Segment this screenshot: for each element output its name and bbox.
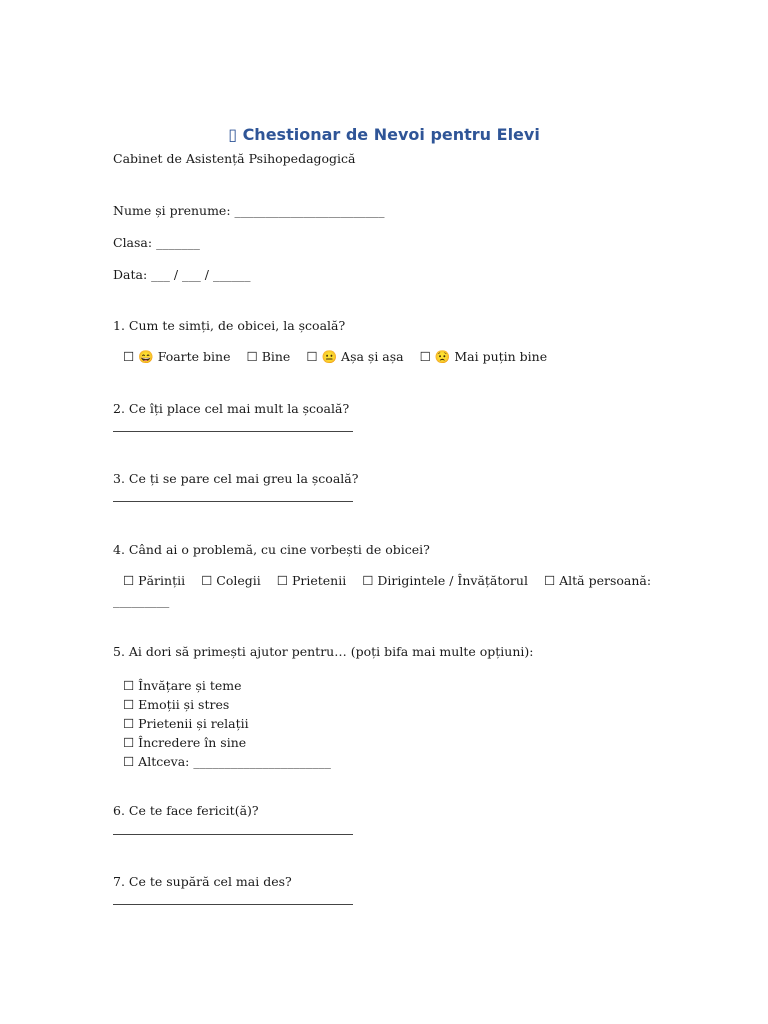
question-5-options [123, 676, 331, 771]
question-7: 7. Ce te supără cel mai des? [113, 874, 292, 889]
option-friends[interactable]: ☐ Prietenii [276, 573, 347, 588]
option-parents[interactable]: ☐ Părinții [123, 573, 186, 588]
question-2: 2. Ce îți place cel mai mult la școală? [113, 401, 350, 416]
question-4: 4. Când ai o problemă, cu cine vorbești de obicei? [113, 542, 430, 557]
class-field[interactable]: Clasa: _______ [113, 235, 200, 250]
question-6: 6. Ce te face fericit(ă)? [113, 803, 259, 818]
option-emotions[interactable]: ☐ Emoții și stres [123, 697, 230, 712]
answer-line-7[interactable] [113, 904, 353, 905]
question-4-options [123, 573, 667, 588]
option-less-good[interactable]: ☐ 😟 Mai puțin bine [419, 349, 548, 364]
page-title: ▯ Chestionar de Nevoi pentru Elevi [228, 125, 540, 144]
answer-line-2[interactable] [113, 431, 353, 432]
date-field[interactable]: Data: ___ / ___ / ______ [113, 267, 251, 282]
option-learning[interactable]: ☐ Învățare și teme [123, 678, 242, 693]
answer-line-3[interactable] [113, 501, 353, 502]
option-teacher[interactable]: ☐ Dirigintele / Învățătorul [362, 573, 528, 588]
other-person-blank[interactable]: _________ [113, 593, 170, 608]
answer-line-6[interactable] [113, 834, 353, 835]
question-1-options [123, 349, 563, 365]
option-something-else[interactable]: ☐ Altceva: ______________________ [123, 754, 331, 769]
option-self-confidence[interactable]: ☐ Încredere în sine [123, 735, 247, 750]
option-good[interactable]: ☐ Bine [246, 349, 291, 364]
option-friendships[interactable]: ☐ Prietenii și relații [123, 716, 249, 731]
subtitle: Cabinet de Asistență Psihopedagogică [113, 151, 356, 166]
name-field[interactable]: Nume și prenume: ________________________ [113, 203, 385, 218]
question-5: 5. Ai dori să primești ajutor pentru… (poți bifa mai multe opțiuni): [113, 644, 534, 659]
question-1: 1. Cum te simți, de obicei, la școală? [113, 318, 346, 333]
option-very-good[interactable]: ☐ 😄 Foarte bine [123, 349, 231, 364]
option-classmates[interactable]: ☐ Colegii [201, 573, 261, 588]
option-other-person[interactable]: ☐ Altă persoană: [543, 573, 652, 588]
question-3: 3. Ce ți se pare cel mai greu la școală? [113, 471, 359, 486]
option-so-so[interactable]: ☐ 😐 Așa și așa [306, 349, 404, 364]
